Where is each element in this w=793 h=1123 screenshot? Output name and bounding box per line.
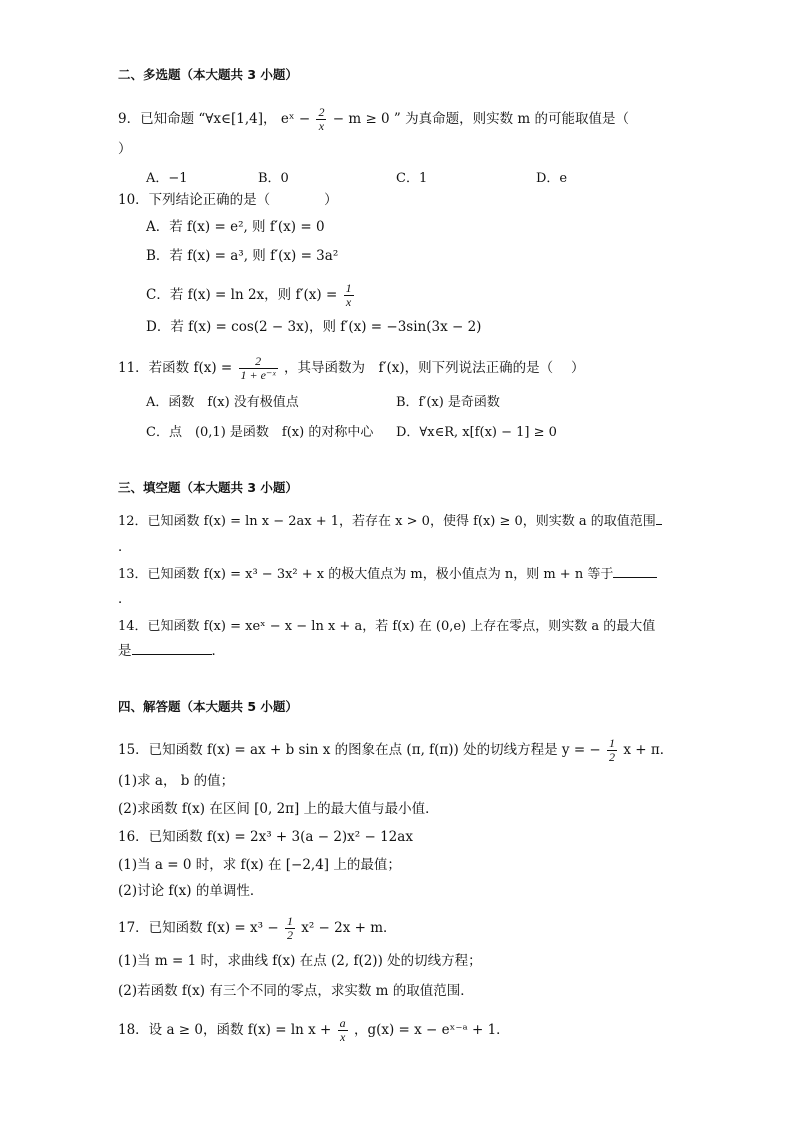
question-14-stem: 14．已知函数 f(x) = xeˣ − x − ln x + a，若 f(x) 在 (0,e) 上存在零点，则实数 a 的最大值 — [118, 619, 656, 634]
question-9-fraction — [316, 106, 326, 133]
question-16-part-2: (2)讨论 f(x) 的单调性． — [118, 883, 264, 899]
question-14-line-2-text: 是 — [118, 643, 132, 659]
question-17-prefix: 17．已知函数 f(x) = x³ − — [118, 920, 279, 936]
question-11-suffix: ，其导函数为 f′(x)，则下列说法正确的是（ ） — [283, 360, 585, 376]
question-11-option-d: D．∀x∈R, x[f(x) − 1] ≥ 0 — [396, 425, 557, 440]
question-16-part-1: (1)当 a = 0 时，求 f(x) 在 [−2,4] 上的最值； — [118, 857, 401, 873]
question-13-stem — [118, 566, 657, 584]
fraction-denominator: 2 — [609, 750, 616, 764]
section-heading-solutions: 四、解答题（本大题共 5 小题） — [118, 699, 298, 714]
question-11-option-a: A．函数 f(x) 没有极值点 — [146, 395, 299, 410]
question-10-stem: 10．下列结论正确的是（ ） — [118, 192, 338, 208]
question-9-option-b: B．0 — [258, 171, 289, 186]
fraction-numerator: 1 — [609, 736, 616, 750]
question-10-option-c — [146, 282, 356, 309]
question-14-line-2 — [118, 642, 225, 660]
question-10-option-b: B．若 f(x) = a³, 则 f′(x) = 3a² — [146, 248, 339, 264]
fraction-numerator: 2 — [318, 105, 325, 119]
question-11-stem — [118, 355, 584, 382]
question-14-line-2-end: ． — [211, 643, 225, 659]
fraction-denominator: x — [339, 1030, 346, 1044]
fraction-denominator: x — [345, 295, 352, 309]
question-17-part-2: (2)若函数 f(x) 有三个不同的零点，求实数 m 的取值范围． — [118, 983, 474, 999]
question-11-prefix: 11．若函数 f(x) = — [118, 360, 233, 376]
question-11-option-c: C．点 (0,1) 是函数 f(x) 的对称中心 — [146, 425, 374, 440]
question-12-stem — [118, 513, 662, 531]
question-11-fraction — [239, 355, 278, 382]
question-15-prefix: 15．已知函数 f(x) = ax + b sin x 的图象在点 (π, f(π)) 处的切线方程是 y = − — [118, 742, 601, 758]
question-17-suffix: x² − 2x + m． — [301, 920, 397, 936]
question-17-stem — [118, 915, 397, 942]
question-15-part-2: (2)求函数 f(x) 在区间 [0, 2π] 上的最大值与最小值． — [118, 801, 439, 817]
question-17-fraction — [285, 915, 295, 942]
question-15-part-1: (1)求 a， b 的值； — [118, 773, 235, 789]
fraction-denominator: 2 — [286, 928, 293, 942]
fraction-numerator: 1 — [286, 914, 293, 928]
question-13-text: 13．已知函数 f(x) = x³ − 3x² + x 的极大值点为 m，极小值点为 n，则 m + n 等于 — [118, 567, 614, 582]
fraction-numerator: 1 — [345, 281, 352, 295]
fraction-numerator: a — [339, 1016, 346, 1030]
question-15-suffix: x + π． — [623, 742, 674, 758]
question-9-stem — [118, 106, 629, 133]
question-15-stem — [118, 737, 673, 764]
question-18-prefix: 18．设 a ≥ 0，函数 f(x) = ln x + — [118, 1022, 332, 1038]
question-10-option-d: D．若 f(x) = cos(2 − 3x)，则 f′(x) = −3sin(3x − 2) — [146, 319, 482, 335]
question-12-text: 12．已知函数 f(x) = ln x − 2ax + 1，若存在 x > 0，使得 f(x) ≥ 0，则实数 a 的取值范围 — [118, 514, 656, 529]
answer-blank — [132, 653, 212, 655]
question-10-option-a: A．若 f(x) = e², 则 f′(x) = 0 — [146, 219, 325, 235]
question-17-part-1: (1)当 m = 1 时，求曲线 f(x) 在点 (2, f(2)) 处的切线方程； — [118, 953, 482, 969]
question-16-stem: 16．已知函数 f(x) = 2x³ + 3(a − 2)x² − 12ax — [118, 829, 413, 845]
question-10-option-c-fraction — [344, 282, 354, 309]
question-15-fraction — [607, 737, 617, 764]
question-9-option-a: A．−1 — [146, 171, 188, 186]
fraction-denominator: x — [318, 119, 325, 133]
question-18-fraction — [338, 1017, 348, 1044]
question-10-option-c-text: C．若 f(x) = ln 2x，则 f′(x) = — [146, 287, 338, 303]
section-heading-multiple-choice: 二、多选题（本大题共 3 小题） — [118, 67, 298, 82]
question-9-continuation: ） — [118, 141, 132, 157]
question-12-end: ． — [118, 539, 132, 555]
question-9-option-d: D．e — [536, 171, 568, 186]
section-heading-fill-in: 三、填空题（本大题共 3 小题） — [118, 480, 298, 495]
question-18-stem — [118, 1017, 510, 1044]
question-11-option-b: B．f′(x) 是奇函数 — [396, 395, 500, 410]
answer-blank — [656, 523, 662, 525]
fraction-denominator: 1 + e⁻ˣ — [240, 368, 276, 382]
question-18-suffix: ，g(x) = x − eˣ⁻ᵃ + 1． — [353, 1022, 510, 1038]
question-9-prefix: 9．已知命题 “∀x∈[1,4]， eˣ − — [118, 111, 311, 127]
question-9-option-c: C．1 — [396, 171, 428, 186]
answer-blank — [613, 576, 657, 578]
question-9-suffix: − m ≥ 0 ” 为真命题，则实数 m 的可能取值是（ — [332, 111, 630, 127]
question-13-end: ． — [118, 591, 132, 607]
fraction-numerator: 2 — [239, 355, 278, 369]
